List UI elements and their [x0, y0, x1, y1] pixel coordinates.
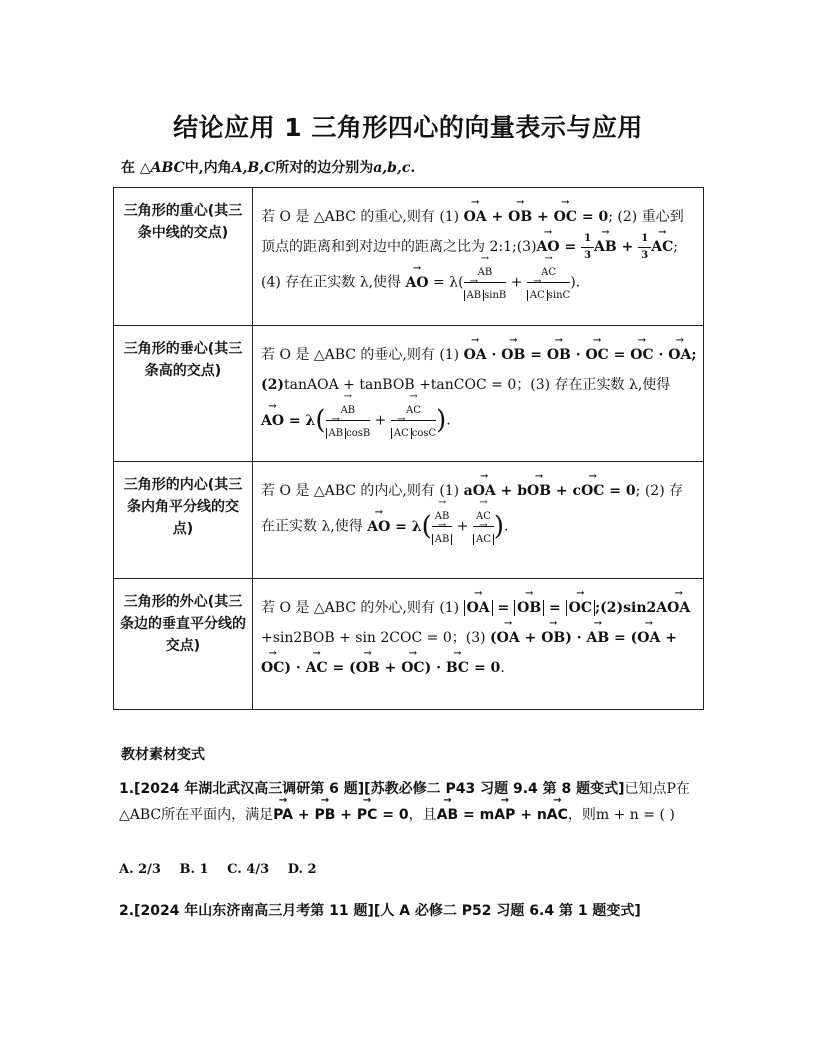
question-1-text-2: ，且: [408, 807, 437, 823]
option-b[interactable]: B. 1: [179, 862, 209, 877]
row-body-centroid: 若 O 是 △ABC 的重心,则有 (1) → OA + → OB + → OC = 0; (2) 重心到顶点的距离和到对边中的距离之比为 2:1;(3)→ AO = $\frac{1}{3}$ → AB + $\frac{1}{3}$ → AC;(4) 存在正实数 λ,使得 → AO = λ( → AB → AB sinB + → AC → AC sinC ).: [253, 188, 704, 326]
question-1: 1.[2024 年湖北武汉高三调研第 6 题][苏教必修二 P43 习题 9.4 第 8 题变式]已知点P在 △ABC所在平面内，满足→ PA + → PB + → PC = 0，且→ AB = m→ AP + n→ AC，则m + n = ( ): [119, 776, 699, 828]
question-1-tag: 1.[2024 年湖北武汉高三调研第 6 题][苏教必修二 P43 习题 9.4 第 8 题变式]: [119, 781, 625, 797]
option-a[interactable]: A. 2/3: [119, 862, 161, 877]
centroid-text-1: 若 O 是 △ABC 的重心,则有 (1): [261, 209, 464, 225]
intro-middle: 中,内角: [184, 160, 232, 176]
intro-suffix: .: [410, 160, 416, 176]
row-name-centroid: 三角形的重心(其三条中线的交点): [114, 188, 253, 326]
table-row-circumcenter: [114, 579, 704, 710]
table-row-centroid: [114, 188, 704, 326]
intro-angles: A,B,C: [231, 160, 276, 176]
intro-triangle: △ABC: [139, 160, 185, 176]
incenter-text-2: ; (2) 存在正实数 λ,使得: [261, 483, 684, 535]
section-heading: 教材素材变式: [121, 747, 205, 763]
page-title: 结论应用 1 三角形四心的向量表示与应用: [173, 113, 643, 142]
circumcenter-text-1: 若 O 是 △ABC 的外心,则有 (1): [261, 600, 464, 616]
option-c[interactable]: C. 4/3: [227, 862, 270, 877]
centroid-text-4: = λ(: [433, 274, 464, 291]
row-body-orthocenter: 若 O 是 △ABC 的垂心,则有 (1) → OA · → OB = → OB · → OC = → OC · → OA;(2)tanAOA + tanBOB +tanCOC = 0；(3) 存在正实数 λ,使得 → AO = λ( → AB → AB cosB + → AC → AC cosC ).: [253, 326, 704, 462]
row-name-incenter: 三角形的内心(其三条内角平分线的交点): [114, 462, 253, 579]
question-2: 2.[2024 年山东济南高三月考第 11 题][人 A 必修二 P52 习题 6.4 第 1 题变式]: [119, 903, 641, 919]
centroid-text-5: ).: [570, 274, 581, 291]
incenter-text-3: .: [504, 518, 509, 535]
question-1-text-3: ，则m + n = ( ): [567, 807, 675, 823]
circumcenter-text-3: .: [500, 660, 505, 676]
row-body-incenter: 若 O 是 △ABC 的内心,则有 (1) a→ OA + b→ OB + c→ OC = 0; (2) 存在正实数 λ,使得 → AO = λ( → AB → AB + → AC → AC ).: [253, 462, 704, 579]
table-row-orthocenter: [114, 326, 704, 462]
orthocenter-text-3: .: [446, 412, 451, 429]
intro-sides: a,b,c: [373, 160, 411, 176]
orthocenter-text-1: 若 O 是 △ABC 的垂心,则有 (1): [261, 347, 464, 363]
question-1-options: [119, 862, 331, 877]
row-name-orthocenter: 三角形的垂心(其三条高的交点): [114, 326, 253, 462]
four-centers-table: [113, 187, 704, 710]
row-body-circumcenter: 若 O 是 △ABC 的外心,则有 (1) → OA = → OB = → OC ;(2)sin2A→ OA +sin2BOB + sin 2COC = 0；(3) (→ OA + → OB) · → AB = (→ OA + → OC) · → AC = (→ OB + → OC) · → BC = 0.: [253, 579, 704, 710]
centroid-text-2: ; (2) 重心到顶点的距离和到对边中的距离之比为 2:1;(3): [261, 209, 684, 255]
intro-middle2: 所对的边分别为: [275, 160, 374, 176]
intro-line: [121, 157, 415, 177]
question-1-text-1: 已知点P在 △ABC所在平面内，满足: [119, 781, 690, 823]
centroid-text-3: ;(4) 存在正实数 λ,使得: [261, 239, 678, 291]
option-d[interactable]: D. 2: [287, 862, 317, 877]
row-name-circumcenter: 三角形的外心(其三条边的垂直平分线的交点): [114, 579, 253, 710]
intro-prefix: 在: [121, 160, 135, 176]
circumcenter-text-2: +sin2BOB + sin 2COC = 0；(3): [261, 630, 491, 646]
orthocenter-text-2: tanAOA + tanBOB +tanCOC = 0；(3) 存在正实数 λ,使得: [284, 377, 671, 393]
incenter-text-1: 若 O 是 △ABC 的内心,则有 (1): [261, 483, 464, 499]
table-row-incenter: [114, 462, 704, 579]
